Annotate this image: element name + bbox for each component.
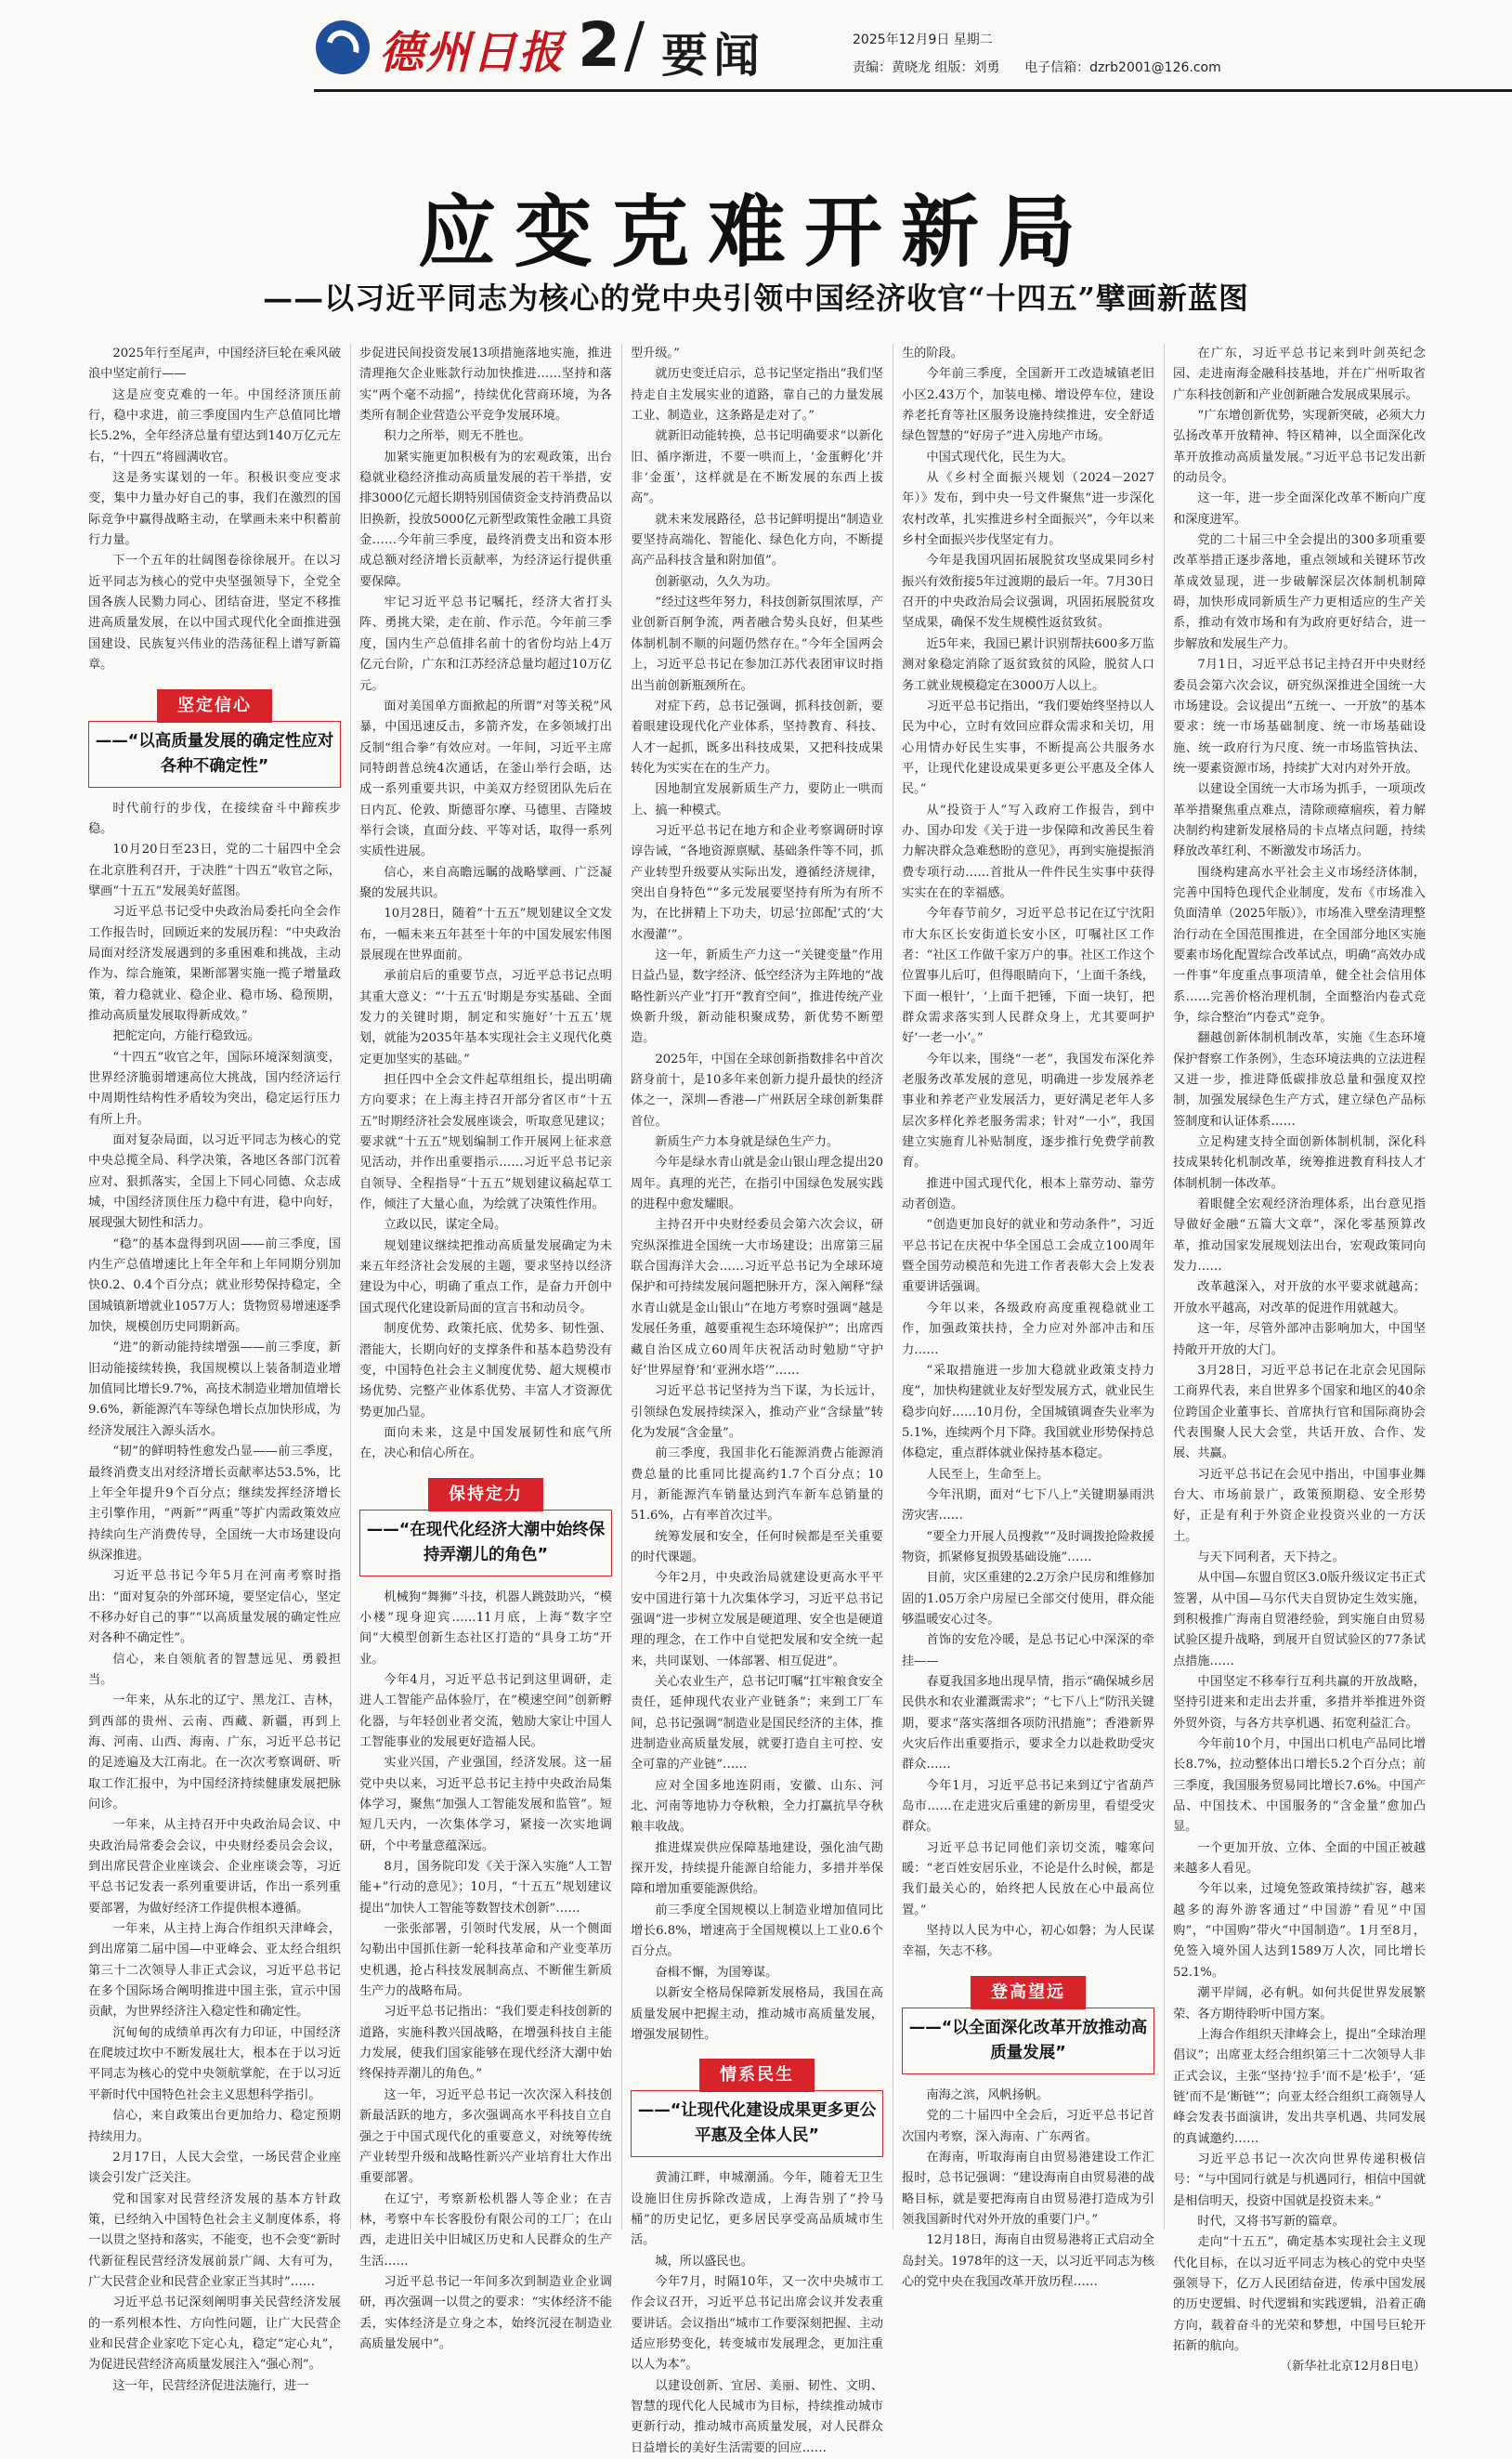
paragraph: 生的阶段。 — [902, 347, 963, 360]
paragraph: 今年1月，习近平总书记来到辽宁省葫芦岛市……在走进灾后重建的新房里，看望受灾群众。 — [902, 1778, 1154, 1835]
paragraph: 这一年，习近平总书记一次次深入科技创新最活跃的地方，多次强调高水平科技自立自强之于中国式现代化的重要意义，对统筹传统产业转型升级和战略性新兴产业培育壮大作出重要部署。 — [359, 2087, 612, 2186]
paragraph: 制度优势、政策托底、优势多、韧性强、潜能大，长期向好的支撑条件和基本趋势没有变，中国特色社会主义制度优势、超大规模市场优势、完整产业体系优势、丰富人才资源优势更加凸显。 — [359, 1322, 612, 1419]
paragraph: 习近平总书记指出，“我们要始终坚持以人民为中心，立时有效回应群众需求和关切，用心用情办好民生实事，不断提高公共服务水平，让现代化建设成果更多更公平惠及全体人民。” — [902, 699, 1154, 797]
paragraph: 今年前三季度，全国新开工改造城镇老旧小区2.43万个，加装电梯、增设停车位，建设养老托育等社区服务设施持续推进，安全舒适绿色智慧的“好房子”进入房地产市场。 — [902, 367, 1154, 444]
paragraph: 走向“十五五”，确定基本实现社会主义现代化目标，在以习近平同志为核心的党中央坚强领导下，亿万人民团结奋进，传承中国发展的历史逻辑、时代逻辑和实践逻辑，沿着正确方向，载着奋斗的光荣和梦想，中国号巨轮开拓新的航向。 — [1173, 2235, 1426, 2353]
paragraph: 2025年，中国在全球创新指数排名中首次跻身前十，是10多年来创新力提升最快的经济体之一，深圳—香港—广州跃居全球创新集群首位。 — [631, 1052, 883, 1129]
paragraph: 今年7月，时隔10年，又一次中央城市工作会议召开，习近平总书记出席会议并发表重要讲话。会议指出“城市工作要深刻把握、主动适应形势变化，转变城市发展理念，更加注重以人为本”。 — [631, 2274, 883, 2373]
column-4 — [902, 344, 1154, 2289]
paragraph: 沉甸甸的成绩单再次有力印证，中国经济在爬坡过坎中不断发展壮大，根本在于以习近平同志为核心的党中央领航掌舵，在于以习近平新时代中国特色社会主义思想科学指引。 — [88, 2025, 341, 2102]
paragraph: 一年来，从东北的辽宁、黑龙江、吉林，到西部的贵州、云南、西藏、新疆，再到上海、河南、山西、海南、广东，习近平总书记的足迹遍及大江南北。在一次次考察调研、听取工作汇报中，为中国经济持续健康发展把脉问诊。 — [88, 1694, 341, 1812]
paragraph: 立政以民，谋定全局。 — [384, 1218, 507, 1233]
paragraph: 围绕构建高水平社会主义市场经济体制，完善中国特色现代企业制度，发布《市场准入负面清单（2025年版）》，市场准入壁垒清理整治行动在全国范围推进，在全国部分地区实施要素市场化配置综合改革试点，明确“高效办成一件事”年度重点事项清单，健全社会信用体系……完善价格治理机制，全面整治内卷式竞争，综合整治“内卷式”竞争。 — [1173, 865, 1426, 1025]
paragraph: “要全力开展人员搜救”“及时调拨抢险救援物资，抓紧修复损毁基础设施”…… — [902, 1529, 1154, 1564]
paragraph: 前三季度全国规模以上制造业增加值同比增长6.8%，增速高于全国规模以上工业0.6个百分点。 — [631, 1903, 883, 1959]
paragraph: 这一年，进一步全面深化改革不断向广度和深度进军。 — [1173, 491, 1426, 527]
paragraph: 着眼健全宏观经济治理体系，出台意见指导做好金融“五篇大文章”，深化零基预算改革，推动国家发展规划法出台，宏观政策同向发力…… — [1173, 1197, 1426, 1275]
section-name: 要闻 — [661, 29, 765, 83]
paragraph: 面向未来，这是中国发展韧性和底气所在，决心和信心所在。 — [359, 1425, 612, 1461]
paragraph: 习近平总书记深刻阐明事关民营经济发展的一系列根本性、方向性问题，让广大民营企业和民营企业家吃下定心丸，稳定“定心丸”，为促进民营经济高质量发展注入“强心剂”。 — [88, 2296, 341, 2373]
column-3 — [631, 344, 883, 2455]
paragraph: 3月28日，习近平总书记在北京会见国际工商界代表，来自世界多个国家和地区的40余位跨国企业董事长、首席执行官和国际商协会代表围聚人民大会堂，共话开放、合作、发展、共赢。 — [1173, 1363, 1426, 1461]
paragraph: 立足构建支持全面创新体制机制，深化科技成果转化机制改革，统筹推进教育科技人才体制机制一体改革。 — [1173, 1135, 1426, 1191]
paragraph: 这一年，尽管外部冲击影响加大，中国坚持敞开开放的大门。 — [1173, 1322, 1426, 1357]
paragraph: 信心，来自政策出台更加给力、稳定预期持续用力。 — [88, 2109, 341, 2144]
section-quote: ——“在现代化经济大潮中始终保持弄潮儿的角色” — [366, 1520, 606, 1564]
paragraph: 与天下同利者，天下持之。 — [1197, 1550, 1345, 1564]
paragraph: 就未来发展路径，总书记鲜明提出“制造业要坚持高端化、智能化、绿色化方向，不断提高产品科技含量和附加值”。 — [631, 512, 883, 569]
paragraph: 南海之滨，风帆扬帆。 — [926, 2087, 1049, 2102]
paragraph: 面对复杂局面，以习近平同志为核心的党中央总揽全局、科学决策，各地区各部门沉着应对、狠抓落实，全国上下同心同德、众志成城，中国经济顶住压力稳中有进，稳中向好，展现强大韧性和活力。 — [88, 1133, 341, 1231]
paragraph: “经过这些年努力，科技创新氛围浓厚，产业创新百舸争流，两者融合势头良好，但某些体制机制不顺的问题仍然存在。”今年全国两会上，习近平总书记在参加江苏代表团审议时指出当前创新瓶颈所在。 — [631, 595, 883, 693]
paragraph: 城，所以盛民也。 — [655, 2254, 753, 2269]
paragraph: 关心农业生产，总书记叮嘱“扛牢粮食安全责任，延伸现代农业产业链条”；来到工厂车间，总书记强调“制造业是国民经济的主体，推进制造业高质量发展，就要打造自主可控、安全可靠的产业链”…… — [631, 1675, 883, 1772]
paragraph: 承前启后的重要节点，习近平总书记点明其重大意义：“‘十五五’时期是夯实基础、全面发力的关键时期，制定和实施好‘十五五’规划，就能为2035年基本实现社会主义现代化奠定更加坚实的基础。” — [359, 969, 612, 1066]
paragraph: 规划建议继续把推动高质量发展确定为未来五年经济社会发展的主题，要求坚持以经济建设为中心，明确了重点工作，是奋力开创中国式现代化建设新局面的宣言书和动员令。 — [359, 1238, 612, 1315]
header-rule — [314, 89, 1512, 92]
newspaper-logo-icon — [316, 20, 370, 74]
paragraph: 今年以来，过境免签政策持续扩容，越来越多的海外游客通过“中国游”看见“中国购”，“中国购”带火“中国制造”。1月至8月，免签入境外国人达到1589万人次，同比增长52.1%。 — [1173, 1882, 1426, 1980]
paragraph: 今年是绿水青山就是金山银山理念提出20周年。真理的光芒，在指引中国绿色发展实践的进程中愈发耀眼。 — [631, 1156, 883, 1212]
paragraph: “广东增创新优势，实现新突破，必须大力弘扬改革开放精神、特区精神，以全面深化改革开放推动高质量发展。”习近平总书记发出新的动员令。 — [1173, 409, 1426, 486]
section-quote: ——“让现代化建设成果更多更公平惠及全体人民” — [637, 2101, 877, 2146]
paragraph: 前三季度，我国非化石能源消费占能源消费总量的比重同比提高约1.7个百分点；10月，新能源汽车销量达到汽车新车总销量的51.6%，占有率首次过半。 — [631, 1446, 883, 1524]
paragraph: 担任四中全会文件起草组组长，提出明确方向要求；在上海主持召开部分省区市“十五五”时期经济社会发展座谈会，听取意见建议；要求就“十五五”规划编制工作开展网上征求意见活动，并作出重要指示……习近平总书记亲自领导、全程指导“十五五”规划建议稿起草工作，倾注了大量心血，为绘就了决策性作用。 — [359, 1073, 612, 1212]
paragraph: 这一年，新质生产力这一“关键变量”作用日益凸显，数字经济、低空经济为主阵地的“战略性新兴产业”打开“教育空间”，推进传统产业焕新升级，新动能积聚成势，新优势不断塑造。 — [631, 948, 883, 1046]
paragraph: 下一个五年的壮阔图卷徐徐展开。在以习近平同志为核心的党中央坚强领导下，全党全国各族人民勠力同心、团结奋进，坚定不移推进高质量发展，在以中国式现代化全面推进强国建设、民族复兴伟业的浩荡征程上谱写新篇章。 — [88, 554, 341, 673]
section-quote: ——“以全面深化改革开放推动高质量发展” — [908, 2018, 1148, 2062]
paragraph: 以建设全国统一大市场为抓手，一项项改革举措聚焦重点难点，清除顽瘴痼疾，着力解决制约构建新发展格局的卡点堵点问题，持续释放改革红利、不断激发市场活力。 — [1173, 782, 1426, 859]
paragraph: 近5年来，我国已累计识别帮扶600多万监测对象稳定消除了返贫致贫的风险，脱贫人口务工就业规模稳定在3000万人以上。 — [902, 636, 1154, 693]
paragraph: 一年来，从主持召开中央政治局会议、中央政治局常委会会议，中央财经委员会会议，到出席民营企业座谈会、企业座谈会等，习近平总书记发表一系列重要讲话，作出一系列重要部署，为做好经济工作提供根本遵循。 — [88, 1818, 341, 1916]
paragraph: 面对美国单方面掀起的所谓“对等关税”风暴，中国迅速反击，多箭齐发，在多领域打出反制“组合拳”有效应对。一年间，习近平主席同特朗普总统4次通话，在釜山举行会晤，达成一系列重要共识，中美双方经贸团队先后在日内瓦、伦敦、斯德哥尔摩、马德里、吉隆坡举行会谈，直面分歧、平等对话，取得一系列实质性进展。 — [359, 699, 612, 859]
paragraph: 因地制宜发展新质生产力，要防止一哄而上、搞一种模式。 — [631, 782, 883, 817]
paragraph: 机械狗“舞狮”斗技，机器人跳鼓助兴，“模小楼”现身迎宾……11月底，上海“数字空间”大模型创新生态社区打造的“具身工坊”开业。 — [359, 1589, 612, 1667]
paragraph: 信心，来自高瞻远瞩的战略擘画、广泛凝聚的发展共识。 — [359, 865, 612, 900]
paragraph: 在海南，听取海南自由贸易港建设工作汇报时，总书记强调：“建设海南自由贸易港的战略目标，就是要把海南自由贸易港打造成为引领我国新时代对外开放的重要门户。” — [902, 2150, 1154, 2227]
email: 电子信箱：dzrb2001@126.com — [1024, 60, 1221, 75]
paragraph: 一张张部署，引领时代发展，从一个侧面勾勒出中国抓住新一轮科技革命和产业变革历史机遇，抢占科技发展制高点、不断催生新质生产力的战略布局。 — [359, 1922, 612, 1999]
paragraph: 10月20日至23日，党的二十届四中全会在北京胜利召开，于决胜“十四五”收官之际，擘画“十五五”发展美好蓝图。 — [88, 843, 341, 898]
section-quote: ——“以高质量发展的确定性应对各种不确定性” — [95, 731, 334, 776]
paragraph: 黄浦江畔，申城潮涌。今年，随着无卫生设施旧住房拆除改造成，上海告别了“拎马桶”的历史记忆，更多居民享受高品质城市生活。 — [631, 2171, 883, 2248]
paragraph: 对症下药，总书记强调，抓科技创新，要着眼建设现代化产业体系，坚持教育、科技、人才一起抓，既多出科技成果，又把科技成果转化为实实在在的生产力。 — [631, 699, 883, 776]
column-2 — [359, 344, 612, 2351]
section-tag: 保持定力 — [428, 1478, 543, 1511]
paragraph: 习近平总书记一次次向世界传递积极信号：“与中国同行就是与机遇同行，相信中国就是相信明天，投资中国就是投资未来。” — [1173, 2152, 1426, 2208]
paragraph: “韧”的鲜明特性愈发凸显——前三季度，最终消费支出对经济增长贡献率达53.5%，比上年全年提升9个百分点；继续发挥经济增长主引擎作用，“两新”“两重”等扩内需政策效应持续向生产消费传导，全国统一大市场建设向纵深推进。 — [88, 1445, 341, 1563]
paragraph: 就历史变迁启示，总书记坚定指出“我们坚持走自主发展实业的道路，靠自己的力量发展工业、制造业，这条路是走对了。” — [631, 367, 883, 424]
paragraph: 以新安全格局保障新发展格局，我国在高质量发展中把握主动，推动城市高质量发展，增强发展韧性。 — [631, 1986, 883, 2042]
paragraph: 这一年，民营经济促进法施行，进一 — [112, 2378, 309, 2393]
paragraph: 牢记习近平总书记嘱托，经济大省打头阵、勇挑大梁，走在前、作示范。今年前三季度，国内生产总值排名前十的省份均站上4万亿元台阶，广东和江苏经济总量均超过10万亿元。 — [359, 595, 612, 693]
paragraph: 习近平总书记在会见中指出，中国事业舞台大、市场前景广，政策预期稳、安全形势好，正是有利于外资企业投资兴业的一方沃土。 — [1173, 1467, 1426, 1544]
paragraph: 今年2月，中央政治局就建设更高水平平安中国进行第十九次集体学习，习近平总书记强调“进一步树立发展是硬道理、安全也是硬道理的理念，在工作中自觉把发展和安全统一起来，共同谋划、一体部署、相互促进”。 — [631, 1571, 883, 1668]
paragraph: 这是务实谋划的一年。积极识变应变求变，集中力量办好自己的事，我们在激烈的国际竞争中赢得战略主动，在擘画未来中积蓄前行力量。 — [88, 471, 341, 548]
paragraph: 习近平总书记指出：“我们要走科技创新的道路，实施科教兴国战略，在增强科技自主能力发展，使我们国家能够在现代经济大潮中始终保持弄潮儿的角色。” — [359, 2005, 612, 2082]
page-slash: / — [624, 9, 645, 81]
page-number: 2 — [578, 9, 620, 81]
paragraph: 潮平岸阔，必有帆。如何共促世界发展繁荣、各方期待聆听中国方案。 — [1173, 1986, 1426, 2021]
paragraph: 实业兴国，产业强国，经济发展。这一届党中央以来，习近平总书记主持中央政治局集体学习，聚焦“加强人工智能发展和监管”。短短几天内，一次集体学习，紧接一次实地调研，个中考量意蕴深远。 — [359, 1756, 612, 1853]
paragraph: 习近平总书记受中央政治局委托向全会作工作报告时，回顾近来的发展历程：“中央政治局面对经济发展遇到的多重困难和挑战，主动作为、综合施策，果断部署实施一揽子增量政策，着力稳就业、稳企业、稳市场、稳预期，推动高质量发展取得新成效。” — [88, 905, 341, 1023]
paragraph: 一年来，从主持上海合作组织天津峰会，到出席第二届中国—中亚峰会、亚太经合组织第三十二次领导人非正式会议，习近平总书记在多个国际场合阐明推进中国主张，宣示中国贡献，为世界经济注入稳定性和确定性。 — [88, 1922, 341, 2020]
paragraph: 人民至上，生命至上。 — [926, 1467, 1049, 1482]
paragraph: 习近平总书记同他们亲切交流，嘘寒问暖：“老百姓安居乐业，不论是什么时候，都是我们最关心的，始终把人民放在心中最高位置。” — [902, 1840, 1154, 1917]
paragraph: 首饰的安危冷暖，是总书记心中深深的牵挂—— — [902, 1633, 1154, 1668]
paragraph: 时代前行的步伐，在接续奋斗中蹄疾步稳。 — [88, 801, 341, 836]
paragraph: 习近平总书记今年5月在河南考察时指出：“面对复杂的外部环境，要坚定信心，坚定不移办好自己的事”“以高质量发展的确定性应对各种不确定性”。 — [88, 1569, 341, 1646]
paragraph: “进”的新动能持续增强——前三季度，新旧动能接续转换，我国规模以上装备制造业增加值同比增长9.7%，高技术制造业增加值增长9.6%，新能源汽车等绿色增长点加快形成，为经济发展注入源头活水。 — [88, 1341, 341, 1438]
article-subheadline: ——以习近平同志为核心的党中央引领中国经济收官“十四五”擘画新蓝图 — [263, 281, 1249, 316]
paragraph: 今年前10个月，中国出口机电产品同比增长8.7%，拉动整体出口增长5.2个百分点；前三季度，我国服务贸易同比增长7.6%。中国产品、中国技术、中国服务的“含金量”愈加凸显。 — [1173, 1737, 1426, 1835]
paragraph: 时代，又将书写新的篇章。 — [1197, 2214, 1345, 2229]
paragraph: 步促进民间投资发展13项措施落地实施，推进清理拖欠企业账款行动加快推进……坚持和落实“两个毫不动摇”，持续优化营商环境，为各类所有制企业营造公平竞争发展环境。 — [359, 347, 612, 424]
paragraph: “十四五”收官之年，国际环境深刻演变，世界经济脆弱增速高位大挑战，国内经济运行中周期性结构性矛盾较为突出，稳定运行压力有所上升。 — [88, 1050, 341, 1127]
section-quote-box — [88, 721, 341, 788]
paragraph: 新质生产力本身就是绿色生产力。 — [655, 1135, 840, 1150]
paragraph: 目前，灾区重建的2.2万余户民房和维修加固的1.05万余户房屋已全部交付使用，群众能够温暖安心过冬。 — [902, 1571, 1154, 1627]
paragraph: 中国坚定不移奉行互利共赢的开放战略，坚持引进来和走出去并重，多措并举推进外资外贸外资，与各方共享机遇、拓宽利益汇合。 — [1173, 1675, 1426, 1731]
paragraph: “创造更加良好的就业和劳动条件”，习近平总书记在庆祝中华全国总工会成立100周年暨全国劳动模范和先进工作者表彰大会上发表重要讲话强调。 — [902, 1218, 1154, 1295]
paragraph: 以建设创新、宜居、美丽、韧性、文明、智慧的现代化人民城市为目标，持续推动城市更新行动，推动城市高质量发展，对人民群众日益增长的美好生活需要的回应…… — [631, 2378, 883, 2455]
section-header-2 — [359, 1478, 612, 1576]
paragraph: 翻越创新体制机制改革，实施《生态环境保护督察工作条例》，生态环境法典的立法进程又进一步，推进降低碳排放总量和强度双控制，加强发展绿色生产方式，建立绿色产品标签制度和认证体系…… — [1173, 1031, 1426, 1129]
paragraph: 习近平总书记在地方和企业考察调研时谆谆告诫，“各地资源禀赋、基础条件等不同，抓产业转型升级要从实际出发，遵循经济规律，突出自身特色”“多元发展要坚持有所为有所不为，在比拼精上下功夫，切忌‘拉郎配’式的‘大水漫灌’”。 — [631, 823, 883, 942]
section-tag: 情系民生 — [699, 2059, 815, 2092]
paragraph: 奋楫不懈，为国筹谋。 — [655, 1965, 778, 1980]
paragraph: 就新旧动能转换，总书记明确要求“以新化旧、循序渐进，不要一哄而上，‘金蛋孵化’并非‘金蛋’，这样就是在不断发展的东西上拔高”。 — [631, 429, 883, 506]
paragraph: 今年汛期，面对“七下八上”关键期暴雨洪涝灾害…… — [902, 1487, 1154, 1524]
section-header-1 — [88, 689, 341, 788]
paragraph: 10月28日，随着“十五五”规划建议全文发布，一幅未来五年甚至十年的中国发展宏伟图景展现在世界面前。 — [359, 907, 612, 962]
column-divider — [621, 344, 622, 2230]
column-5 — [1173, 344, 1426, 2374]
paragraph: 积力之所举，则无不胜也。 — [384, 429, 531, 444]
paragraph: 8月，国务院印发《关于深入实施“人工智能+”行动的意见》；10月，“十五五”规划建议提出“加快人工智能等数智技术创新”…… — [359, 1860, 612, 1916]
paragraph: 从中国—东盟自贸区3.0版升级议定书正式签署，从中国—马尔代夫自贸协定生效实施，到积极推广海南自贸港经验，到实施自由贸易试验区提升战略，到展开自贸试验区的77条试点措施…… — [1173, 1571, 1426, 1668]
paragraph: 今年以来，各级政府高度重视稳就业工作，加强政策扶持，全力应对外部冲击和压力…… — [902, 1301, 1154, 1357]
article-headline: 应变克难开新局 — [417, 187, 1094, 278]
column-divider — [350, 344, 351, 2230]
paragraph: 从“投资于人”写入政府工作报告，到中办、国办印发《关于进一步保障和改善民生着力解决群众急难愁盼的意见》，再到实施提振消费专项行动……首批从一件件民生实事中获得实实在在的幸福感。 — [902, 803, 1154, 900]
paragraph: 推进煤炭供应保障基地建设，强化油气勘探开发，持续提升能源自给能力，多措并举保障和增加重要能源供给。 — [631, 1840, 883, 1897]
section-quote-box — [902, 2008, 1154, 2074]
editors: 责编：黄晓龙 组版：刘勇 — [853, 60, 1000, 75]
paragraph: 这是应变克难的一年。中国经济顶压前行，稳中求进，前三季度国内生产总值同比增长5.2%，全年经济总量有望达到140万亿元左右，“十四五”将圆满收官。 — [88, 387, 341, 464]
masthead — [0, 0, 1512, 93]
paragraph: “采取措施进一步加大稳就业政策支持力度”，加快构建就业友好型发展方式，就业民生稳步向好……10月份，全国城镇调查失业率为5.1%，连续两个月下降。我国就业形势保持总体稳定，重点群体就业保持基本稳定。 — [902, 1363, 1154, 1461]
paragraph: 改革越深入，对开放的水平要求就越高；开放水平越高，对改革的促进作用就越大。 — [1173, 1280, 1426, 1315]
paragraph: 坚持以人民为中心，初心如磐；为人民谋幸福，矢志不移。 — [902, 1924, 1154, 1959]
section-header-4 — [902, 1976, 1154, 2074]
paragraph: 型升级。” — [631, 347, 680, 360]
paragraph: 统筹发展和安全，任何时候都是至关重要的时代课题。 — [631, 1529, 883, 1564]
section-quote-box — [359, 1510, 612, 1576]
paragraph: 上海合作组织天津峰会上，提出“全球治理倡议”；出席亚太经合组织第三十二次领导人非正式会议，主张“坚持‘拉手’而不是‘松手’，‘延链’而不是‘断链’”；向亚太经合组织工商领导人峰会发表书面演讲，发出共享机遇、共同发展的真诚邀约…… — [1173, 2027, 1426, 2146]
paragraph: 党的二十届四中全会后，习近平总书记首次国内考察，深入海南、广东两省。 — [902, 2109, 1154, 2144]
paragraph: 在辽宁，考察新松机器人等企业；在吉林，考察中车长客股份有限公司的工厂；在山西，走进旧关中旧城区历史和人民群众的生产生活…… — [359, 2191, 612, 2269]
paragraph: 习近平总书记坚持为当下谋，为长远计，引领绿色发展持续深入，推动产业“含绿量”转化为发展“含金量”。 — [631, 1384, 883, 1440]
section-header-3 — [631, 2059, 883, 2157]
paragraph: 2025年行至尾声，中国经济巨轮在乘风破浪中坚定前行—— — [88, 347, 341, 382]
paragraph: 今年以来，围绕“一老”，我国发布深化养老服务改革发展的意见，明确进一步发展养老事业和养老产业发展活力，更好满足老年人多层次多样化养老服务需求；针对“一小”，我国建立实施育儿补贴制度，逐步推行免费学前教育。 — [902, 1052, 1154, 1171]
newspaper-brand: 德州日报 — [379, 27, 566, 79]
paragraph: 2月17日，人民大会堂，一场民营企业座谈会引发广泛关注。 — [88, 2150, 341, 2186]
paragraph: 12月18日，海南自由贸易港将正式启动全岛封关。1978年的这一天，以习近平同志为核心的党中央在我国改革开放历程…… — [902, 2233, 1154, 2289]
section-tag: 坚定信心 — [157, 689, 272, 723]
paragraph: 党的二十届三中全会提出的300多项重要改革举措正逐步落地，重点领域和关键环节改革成效显现，进一步破解深层次体制机制障碍，加快形成同新质生产力更相适应的生产关系，推动有效市场和有为政府更好结合，进一步解放和发展生产力。 — [1173, 533, 1426, 651]
section-quote-box — [631, 2090, 883, 2157]
article-signoff: （新华社北京12月8日电） — [1279, 2360, 1426, 2374]
column-divider — [1164, 344, 1165, 2230]
paragraph: 党和国家对民营经济发展的基本方针政策，已经纳入中国特色社会主义制度体系，将一以贯之坚持和落实，不能变，也不会变“新时代新征程民营经济发展前景广阔、大有可为，广大民营企业和民营企业家正当其时”…… — [88, 2191, 341, 2289]
editor-credits — [853, 58, 1221, 76]
paragraph: 中国式现代化，民生为大。 — [926, 450, 1074, 464]
paragraph: 创新驱动，久久为功。 — [655, 574, 778, 589]
section-tag: 登高望远 — [971, 1976, 1086, 2009]
paragraph: “稳”的基本盘得到巩固——前三季度，国内生产总值增速比上年全年和上年同期分别加快0.2、0.4个百分点；就业形势保持稳定，全国城镇新增就业1057万人；货物贸易增速逐季加快，规模创历史同期新高。 — [88, 1236, 341, 1335]
paragraph: 今年4月，习近平总书记到这里调研，走进人工智能产品体验厅，在“模速空间”创新孵化器，与年轻创业者交流，勉励大家让中国人工智能事业的发展更好造福人民。 — [359, 1672, 612, 1749]
paragraph: 从《乡村全面振兴规划（2024－2027年）》发布，到中央一号文件聚焦“进一步深化农村改革，扎实推进乡村全面振兴”，今年以来乡村全面振兴步伐坚定有力。 — [902, 471, 1154, 548]
paragraph: 信心，来自领航者的智慧远见、勇毅担当。 — [88, 1652, 341, 1687]
paragraph: 今年是我国巩固拓展脱贫攻坚成果同乡村振兴有效衔接5年过渡期的最后一年。7月30日召开的中央政治局会议强调，巩固拓展脱贫攻坚成果，确保不发生规模性返贫致贫。 — [902, 554, 1154, 631]
article-body — [88, 344, 1426, 2455]
paragraph: 7月1日，习近平总书记主持召开中央财经委员会第六次会议，研究纵深推进全国统一大市场建设。会议提出“五统一、一开放”的基本要求：统一市场基础制度、统一市场基础设施、统一政府行为尺度、统一市场监管执法、统一要素资源市场，持续扩大对内对外开放。 — [1173, 658, 1426, 776]
paragraph: 春夏我国多地出现旱情，指示“确保城乡居民供水和农业灌溉需求”；“七下八上”防汛关键期，要求“落实落细各项防汛措施”；香港新界火灾后作出重要指示，要求全力以赴救助受灾群众…… — [902, 1675, 1154, 1772]
issue-date: 2025年12月9日 星期二 — [853, 33, 993, 47]
paragraph: 把舵定向，方能行稳致远。 — [112, 1029, 260, 1044]
paragraph: 一个更加开放、立体、全面的中国正被越来越多人看见。 — [1173, 1840, 1426, 1877]
paragraph: 应对全国多地连阴雨，安徽、山东、河北、河南等地协力夺秋粮，全力打赢抗旱夺秋粮丰收战。 — [631, 1778, 883, 1835]
paragraph: 推进中国式现代化，根本上靠劳动、靠劳动者创造。 — [902, 1176, 1154, 1212]
paragraph: 主持召开中央财经委员会第六次会议，研究纵深推进全国统一大市场建设；出席第三届联合国海洋大会……习近平总书记为全球环境保护和可持续发展问题把脉开方，深入阐释“绿水青山就是金山银山”在地方考察时强调“越是发展任务重，越要重视生态环境保护”；出席西藏自治区成立60周年庆祝活动时勉励“守护好‘世界屋脊’和‘亚洲水塔’”…… — [631, 1218, 883, 1378]
paragraph: 在广东，习近平总书记来到叶剑英纪念园、走进南海金融科技基地，并在广州听取省广东科技创新和产业创新融合发展成果展示。 — [1173, 347, 1426, 402]
paragraph: 加紧实施更加积极有为的宏观政策，出台稳就业稳经济推动高质量发展的若干举措，安排3000亿元超长期特别国债资金支持消费品以旧换新，投放5000亿元新型政策性金融工具资金……今年前三季度，最终消费支出和资本形成总额对经济增长贡献率，为经济运行提供重要保障。 — [359, 450, 612, 589]
paragraph: 今年春节前夕，习近平总书记在辽宁沈阳市大东区长安街道长安小区，叮嘱社区工作者：“社区工作做千家万户的事。社区工作这个位置事儿后叮，但得眼睛向下，‘上面千条线，下面一根针’，‘上面千把锤，下面一块钉，把群众需求落实到人民群众身上，尤其要呵护好‘一老一小’。” — [902, 907, 1154, 1046]
paragraph: 习近平总书记一年间多次到制造业企业调研，再次强调一以贯之的要求：“实体经济不能丢，实体经济是立身之本，始终沉浸在制造业高质量发展中”。 — [359, 2274, 612, 2351]
column-1 — [88, 344, 341, 2393]
